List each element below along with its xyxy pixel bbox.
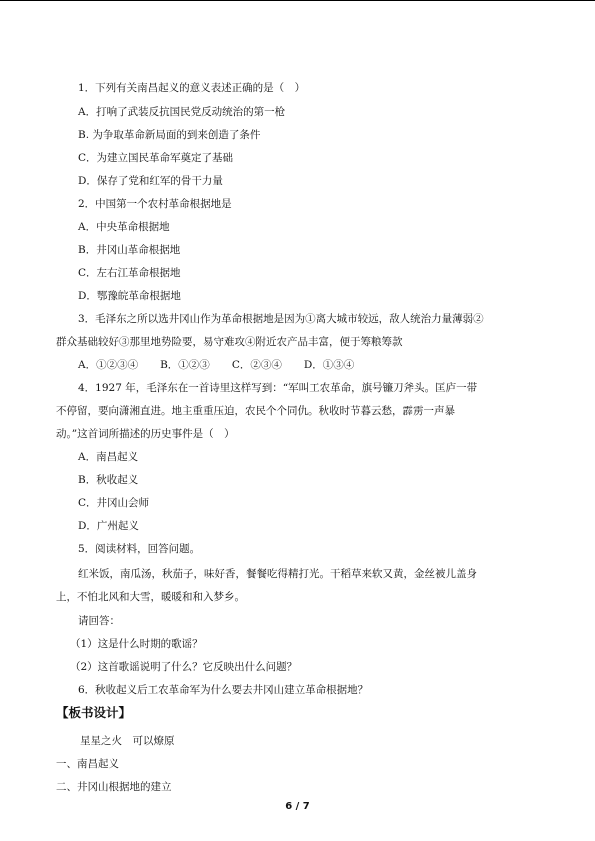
board-design-heading: 【板书设计】 (56, 705, 132, 720)
question-1-stem: 1．下列有关南昌起义的意义表述正确的是（ ） (78, 82, 306, 94)
question-6-stem: 6．秋收起义后工农革命军为什么要去井冈山建立革命根据地？ (78, 684, 369, 696)
board-design-item-1: 一、南昌起义 (56, 758, 119, 770)
question-3-stem-line-2: 群众基础较好③那里地势险要，易守难攻④附近农产品丰富，便于筹粮筹款 (56, 336, 403, 348)
question-4-stem-line-1: 4．1927 年，毛泽东在一首诗里这样写到：“军叫工农革命，旗号镰刀斧头。匡庐一带 (78, 382, 478, 394)
question-1-option-b: B. 为争取革命新局面的到来创造了条件 (78, 129, 261, 141)
board-design-item-2: 二、井冈山根据地的建立 (56, 781, 172, 793)
question-1-option-a: A．打响了武装反抗国民党反动统治的第一枪 (78, 106, 286, 118)
page-number: 6 / 7 (285, 801, 310, 812)
question-5-sub-1: （1）这是什么时期的歌谣？ (70, 638, 203, 650)
question-3-option-b: B．①②③ (160, 359, 210, 371)
question-4-option-c: C．井冈山会师 (78, 497, 150, 509)
top-rule (0, 0, 595, 1)
question-4-option-a: A．南昌起义 (78, 451, 139, 463)
question-4-option-b: B．秋收起义 (78, 474, 139, 486)
question-1-option-d: D．保存了党和红军的骨干力量 (78, 175, 223, 187)
question-1-option-c: C．为建立国民革命军奠定了基础 (78, 152, 234, 164)
question-4-stem-line-3: 动。”这首词所描述的历史事件是（ ） (56, 428, 235, 440)
question-2-option-c: C．左右江革命根据地 (78, 267, 181, 279)
question-4-option-d: D．广州起义 (78, 520, 139, 532)
question-2-option-b: B．井冈山革命根据地 (78, 244, 181, 256)
question-5-stem: 5．阅读材料，回答问题。 (78, 543, 201, 555)
question-3-options (78, 358, 376, 372)
question-2-option-a: A．中央革命根据地 (78, 221, 170, 233)
question-3-option-d: D．①③④ (303, 359, 355, 371)
question-3-option-a: A．①②③④ (78, 359, 139, 371)
question-3-option-c: C．②③④ (231, 359, 282, 371)
question-5-sub-2: （2）这首歌谣说明了什么？它反映出什么问题？ (70, 661, 298, 673)
question-5-prompt: 请回答： (78, 615, 120, 627)
question-5-material-line-2: 上，不怕北风和大雪，暖暖和和入梦乡。 (56, 591, 245, 603)
question-2-stem: 2．中国第一个农村革命根据地是 (78, 198, 232, 210)
board-design-title: 星星之火 可以燎原 (80, 735, 175, 747)
question-4-stem-line-2: 不停留，要向潇湘直进。地主重重压迫，农民个个同仇。秋收时节暮云愁，霹雳一声暴 (56, 405, 455, 417)
question-2-option-d: D．鄂豫皖革命根据地 (78, 290, 181, 302)
question-5-material-line-1: 红米饭，南瓜汤，秋茄子，味好香，餐餐吃得精打光。干稻草来软又黄，金丝被儿盖身 (78, 568, 477, 580)
question-3-stem-line-1: 3．毛泽东之所以选井冈山作为革命根据地是因为①离大城市较远，敌人统治力量薄弱② (78, 313, 484, 325)
